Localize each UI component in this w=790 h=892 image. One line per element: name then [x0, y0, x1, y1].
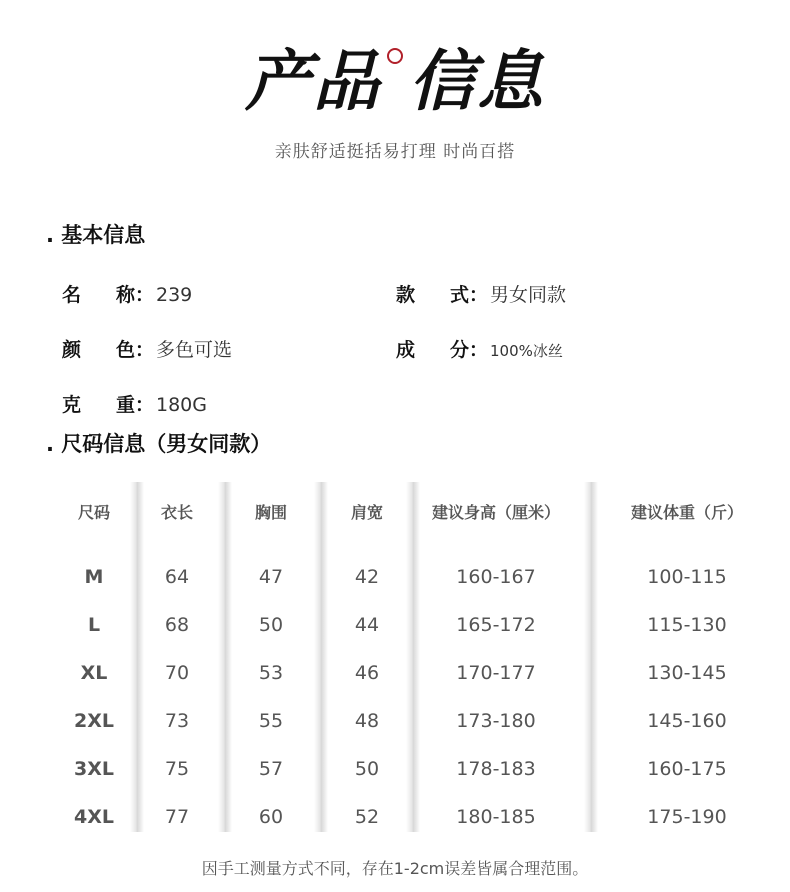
table-cell-height: 160-167 — [456, 566, 536, 588]
info-style-label-b: 式： — [449, 284, 488, 306]
table-cell-size: XL — [80, 662, 108, 684]
table-cell-size: M — [84, 566, 104, 588]
info-name-value: 239 — [156, 284, 193, 306]
info-weight-value: 180G — [156, 394, 207, 416]
info-weight-label-a: 克 — [62, 394, 82, 416]
table-cell-length: 75 — [164, 758, 190, 780]
info-name-label-a: 名 — [62, 284, 82, 306]
column-divider — [406, 482, 420, 832]
table-cell-length: 77 — [164, 806, 190, 828]
table-cell-weight: 130-145 — [647, 662, 727, 684]
info-material-value: 100%冰丝 — [490, 342, 563, 360]
info-color-value: 多色可选 — [156, 339, 233, 361]
table-cell-weight: 160-175 — [647, 758, 727, 780]
table-cell-chest: 57 — [258, 758, 284, 780]
basic-info-heading: . 基本信息 — [46, 223, 146, 247]
table-cell-length: 73 — [164, 710, 190, 732]
table-cell-size: L — [87, 614, 101, 636]
table-cell-length: 64 — [164, 566, 190, 588]
table-cell-height: 180-185 — [456, 806, 536, 828]
table-cell-size: 3XL — [74, 758, 114, 780]
table-cell-weight: 145-160 — [647, 710, 727, 732]
table-cell-height: 178-183 — [456, 758, 536, 780]
info-weight-label-b: 重： — [115, 394, 154, 416]
column-divider — [584, 482, 598, 832]
table-cell-chest: 53 — [258, 662, 284, 684]
table-cell-size: 4XL — [74, 806, 114, 828]
info-weight-label — [62, 390, 154, 417]
table-cell-shoulder: 42 — [354, 566, 380, 588]
info-color-label — [62, 335, 154, 362]
info-color-label-b: 色： — [115, 339, 154, 361]
table-cell-size: 2XL — [74, 710, 114, 732]
table-cell-shoulder: 46 — [354, 662, 380, 684]
table-header-size: 尺码 — [77, 503, 111, 522]
info-style — [396, 280, 566, 307]
table-cell-chest: 50 — [258, 614, 284, 636]
table-cell-height: 173-180 — [456, 710, 536, 732]
title-part-1: 产品 — [245, 42, 381, 120]
info-style-value: 男女同款 — [490, 284, 567, 306]
info-color — [62, 335, 232, 362]
column-divider — [314, 482, 328, 832]
info-material-label-a: 成 — [396, 339, 416, 361]
info-material-label — [396, 335, 488, 362]
info-name-label-b: 称： — [115, 284, 154, 306]
info-style-label — [396, 280, 488, 307]
table-cell-length: 70 — [164, 662, 190, 684]
table-cell-shoulder: 48 — [354, 710, 380, 732]
table-cell-shoulder: 52 — [354, 806, 380, 828]
table-cell-height: 165-172 — [456, 614, 536, 636]
size-info-heading: . 尺码信息（男女同款） — [46, 432, 272, 456]
table-cell-chest: 60 — [258, 806, 284, 828]
info-material-label-b: 分： — [449, 339, 488, 361]
column-divider — [130, 482, 144, 832]
table-cell-shoulder: 50 — [354, 758, 380, 780]
table-cell-weight: 115-130 — [647, 614, 727, 636]
info-name-label — [62, 280, 154, 307]
table-cell-weight: 100-115 — [647, 566, 727, 588]
info-name — [62, 280, 192, 307]
page-title — [0, 28, 790, 123]
table-cell-weight: 175-190 — [647, 806, 727, 828]
table-cell-height: 170-177 — [456, 662, 536, 684]
column-divider — [218, 482, 232, 832]
table-header-length: 衣长 — [160, 503, 194, 522]
title-part-2: 信息 — [409, 42, 545, 120]
table-header-weight: 建议体重（斤） — [630, 503, 744, 522]
info-material — [396, 335, 563, 362]
subtitle: 亲肤舒适挺括易打理 时尚百搭 — [274, 142, 516, 162]
info-style-label-a: 款 — [396, 284, 416, 306]
table-cell-shoulder: 44 — [354, 614, 380, 636]
title-dot-icon — [387, 48, 403, 64]
table-cell-chest: 47 — [258, 566, 284, 588]
info-weight — [62, 390, 207, 417]
table-header-shoulder: 肩宽 — [350, 503, 384, 522]
table-cell-chest: 55 — [258, 710, 284, 732]
measurement-note: 因手工测量方式不同，存在1-2cm误差皆属合理范围。 — [201, 859, 589, 878]
info-color-label-a: 颜 — [62, 339, 82, 361]
table-header-height: 建议身高（厘米） — [431, 503, 561, 522]
table-header-chest: 胸围 — [254, 503, 288, 522]
table-cell-length: 68 — [164, 614, 190, 636]
